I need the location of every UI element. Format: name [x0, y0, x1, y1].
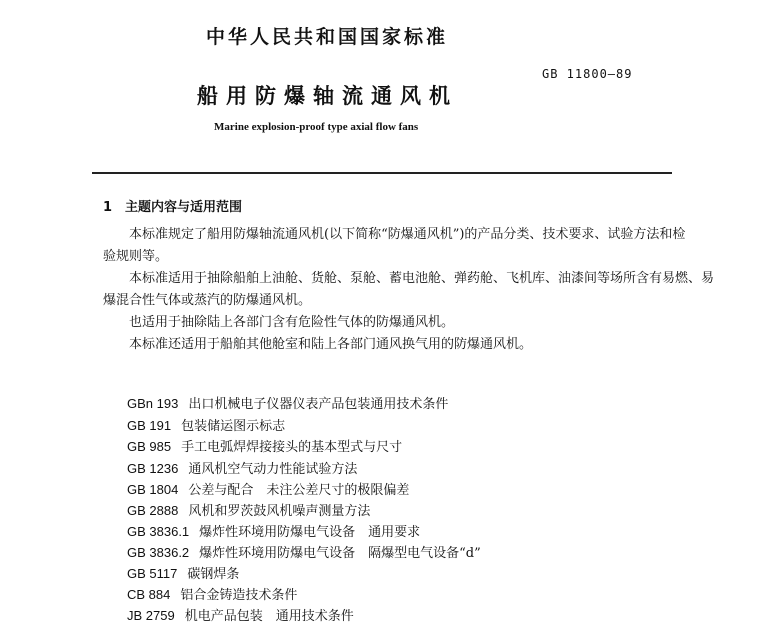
- reference-code: GBn 193: [127, 396, 179, 411]
- reference-code: GB 1804: [127, 482, 179, 497]
- paragraph-2-line-1: 本标准适用于抽除船舶上油舱、货舱、泵舱、蓄电池舱、弹药舱、飞机库、油漆间等场所含有易燃、易: [129, 271, 715, 286]
- reference-title: 爆炸性环境用防爆电气设备 通用要求: [199, 525, 421, 540]
- reference-code: GB 191: [127, 418, 172, 433]
- reference-item: [127, 563, 239, 582]
- reference-code: GB 2888: [127, 503, 179, 518]
- reference-code: GB 985: [127, 439, 172, 454]
- reference-item: [127, 542, 481, 561]
- reference-title: 包装储运图示标志: [181, 419, 286, 434]
- title-divider: [92, 172, 672, 174]
- reference-item: [127, 479, 409, 498]
- document-title-en: Marine explosion-proof type axial flow fans: [214, 121, 419, 133]
- reference-code: GB 3836.1: [127, 524, 190, 539]
- reference-item: [127, 436, 402, 455]
- reference-title: 手工电弧焊焊接接头的基本型式与尺寸: [181, 440, 403, 455]
- reference-title: 风机和罗茨鼓风机噪声测量方法: [188, 504, 371, 519]
- reference-item: [127, 605, 354, 624]
- document-title-cn: 船用防爆轴流通风机: [197, 84, 458, 108]
- reference-code: GB 5117: [127, 566, 178, 581]
- reference-title: 出口机械电子仪器仪表产品包装通用技术条件: [188, 397, 449, 412]
- reference-title: 机电产品包装 通用技术条件: [184, 609, 354, 624]
- reference-code: JB 2759: [127, 608, 175, 623]
- paragraph-1-line-2: 验规则等。: [103, 249, 169, 264]
- paragraph-4: 本标准还适用于船舶其他舱室和陆上各部门通风换气用的防爆通风机。: [129, 337, 533, 352]
- paragraph-2-line-2: 爆混合性气体或蒸汽的防爆通风机。: [103, 293, 312, 308]
- reference-title: 通风机空气动力性能试验方法: [188, 462, 358, 477]
- standard-header: 中华人民共和国国家标准: [206, 26, 449, 48]
- reference-item: [127, 393, 448, 412]
- reference-item: [127, 500, 370, 519]
- reference-item: [127, 521, 420, 540]
- reference-title: 爆炸性环境用防爆电气设备 隔爆型电气设备“d”: [199, 546, 481, 561]
- paragraph-3: 也适用于抽除陆上各部门含有危险性气体的防爆通风机。: [129, 315, 455, 330]
- reference-title: 碳钢焊条: [187, 567, 240, 582]
- reference-title: 铝合金铸造技术条件: [180, 588, 298, 603]
- reference-item: [127, 458, 357, 477]
- reference-code: GB 1236: [127, 461, 179, 476]
- reference-code: GB 3836.2: [127, 545, 190, 560]
- reference-code: CB 884: [127, 587, 171, 602]
- reference-item: [127, 584, 297, 603]
- reference-title: 公差与配合 未注公差尺寸的极限偏差: [188, 483, 410, 498]
- standard-number: GB 11800—89: [542, 67, 633, 81]
- paragraph-1-line-1: 本标准规定了船用防爆轴流通风机(以下简称“防爆通风机”)的产品分类、技术要求、试验方法和检: [129, 227, 686, 242]
- section-heading: 1 主题内容与适用范围: [103, 200, 243, 215]
- reference-item: [127, 415, 285, 434]
